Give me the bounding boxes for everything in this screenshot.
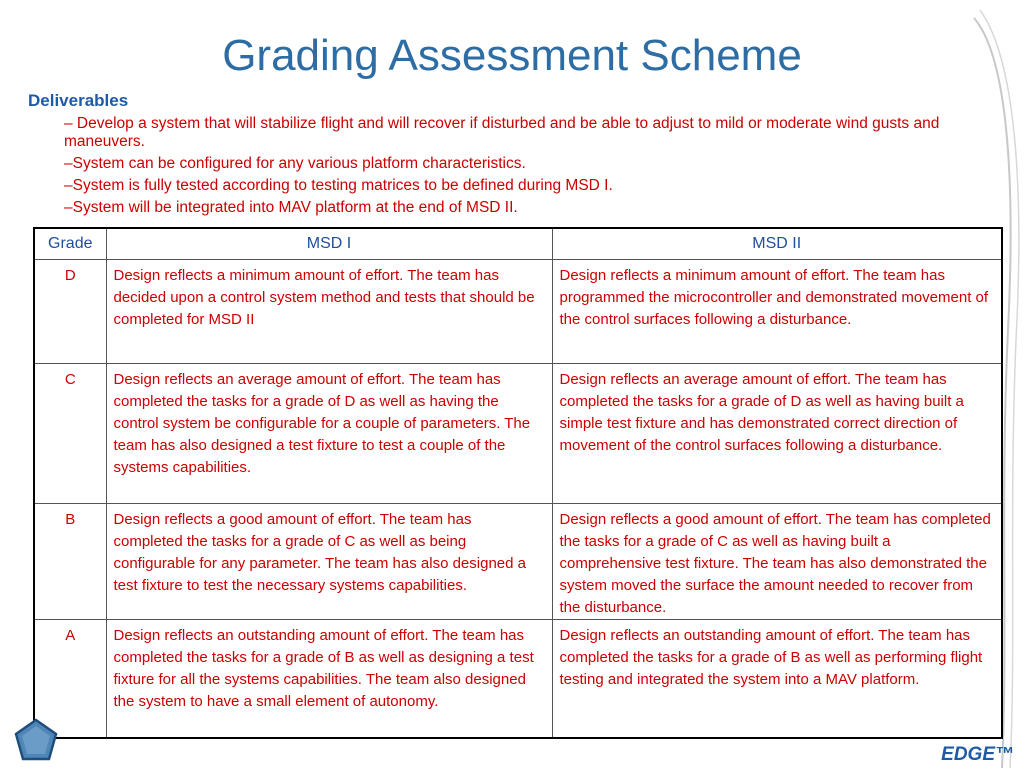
deliverable-item: –System can be configured for any various platform characteristics. bbox=[64, 155, 526, 172]
header-grade: Grade bbox=[34, 228, 106, 260]
grade-cell: C bbox=[34, 364, 106, 504]
deliverables-heading: Deliverables bbox=[28, 91, 129, 110]
deliverable-item: – Develop a system that will stabilize flight and will recover if disturbed and be able to adjust to mild or moderate wind gusts and maneuvers. bbox=[64, 115, 940, 150]
deliverables-list bbox=[64, 115, 984, 221]
msd1-cell: Design reflects a minimum amount of effort. The team has decided upon a control system method and tests that should be completed for MSD II bbox=[106, 260, 552, 364]
pentagon-logo-icon bbox=[13, 717, 59, 763]
msd1-cell: Design reflects a good amount of effort. The team has completed the tasks for a grade of C as well as being configurable for any parameter. The team has also designed a test fixture to test the necessary systems capabilities. bbox=[106, 504, 552, 620]
msd2-cell: Design reflects an outstanding amount of effort. The team has completed the tasks for a grade of B as well as performing flight testing and integrated the system into a MAV platform. bbox=[552, 620, 1002, 738]
header-msd2: MSD II bbox=[552, 228, 1002, 260]
grade-cell: B bbox=[34, 504, 106, 620]
grade-cell: D bbox=[34, 260, 106, 364]
slide-title: Grading Assessment Scheme bbox=[222, 31, 802, 80]
grading-table bbox=[33, 227, 1003, 739]
msd2-cell: Design reflects an average amount of effort. The team has completed the tasks for a grade of D as well as having built a simple test fixture and has demonstrated correct direction of movement of the control surfaces following a disturbance. bbox=[552, 364, 1002, 504]
grade-cell: A bbox=[34, 620, 106, 738]
edge-brand-mark: EDGE™ bbox=[941, 744, 1014, 765]
table-row bbox=[34, 260, 1002, 364]
msd1-cell: Design reflects an outstanding amount of effort. The team has completed the tasks for a grade of B as well as designing a test fixture for all the systems capabilities. The team also designed the system to have a small element of autonomy. bbox=[106, 620, 552, 738]
table-row bbox=[34, 620, 1002, 738]
deliverable-item: –System is fully tested according to testing matrices to be defined during MSD I. bbox=[64, 177, 613, 194]
table-row bbox=[34, 504, 1002, 620]
msd1-cell: Design reflects an average amount of effort. The team has completed the tasks for a grade of D as well as having the control system be configurable for a couple of parameters. The team has also designed a test fixture to test a couple of the systems capabilities. bbox=[106, 364, 552, 504]
header-msd1: MSD I bbox=[106, 228, 552, 260]
deliverable-item: –System will be integrated into MAV platform at the end of MSD II. bbox=[64, 199, 518, 216]
msd2-cell: Design reflects a good amount of effort. The team has completed the tasks for a grade of C as well as having built a comprehensive test fixture. The team has also demonstrated the system moved the surface the amount needed to recover from the disturbance. bbox=[552, 504, 1002, 620]
table-header-row bbox=[34, 228, 1002, 260]
table-row bbox=[34, 364, 1002, 504]
msd2-cell: Design reflects a minimum amount of effort. The team has programmed the microcontroller and demonstrated movement of the control surfaces following a disturbance. bbox=[552, 260, 1002, 364]
